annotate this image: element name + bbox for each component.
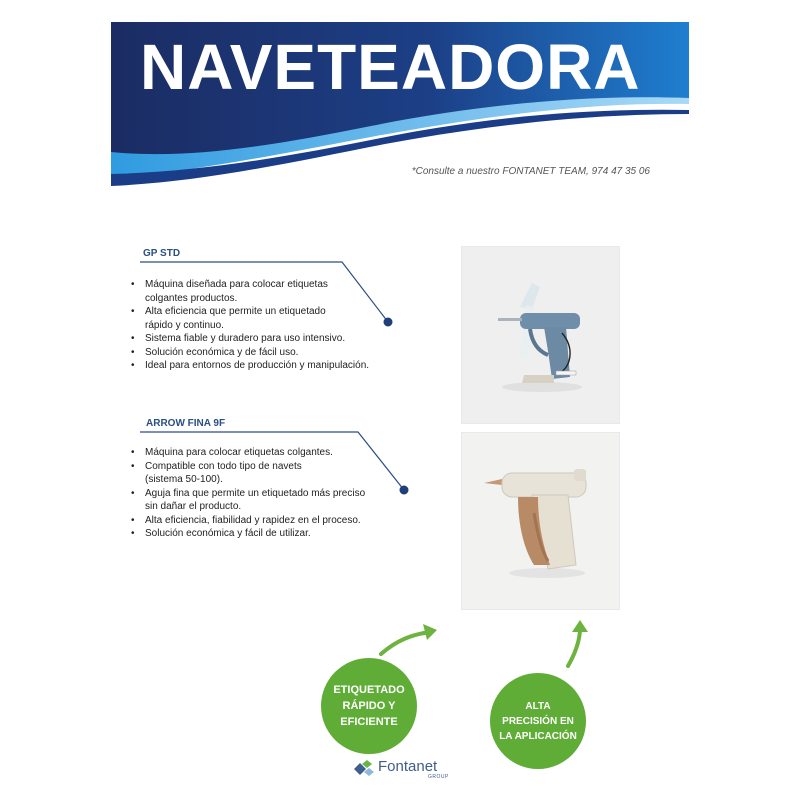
- feature-badge-high-precision: ALTA PRECISIÓN EN LA APLICACIÓN: [490, 673, 586, 769]
- fontanet-logo-icon: [354, 760, 376, 778]
- product-heading-gp-std: GP STD: [143, 248, 181, 259]
- list-item: • Solución económica y fácil de utilizar.: [131, 527, 411, 541]
- company-logo: [354, 758, 454, 782]
- logo-subtitle: GROUP: [428, 774, 449, 780]
- page-title: NAVETEADORA: [140, 31, 641, 103]
- arrow-icon: [560, 618, 590, 670]
- product-heading-arrow-fina-9f: ARROW FINA 9F: [146, 418, 226, 429]
- list-item: • Aguja fina que permite un etiquetado más preciso sin dañar el producto.: [131, 487, 411, 514]
- feature-badge-fast-labeling: ETIQUETADO RÁPIDO Y EFICIENTE: [321, 658, 417, 754]
- list-item: • Alta eficiencia, fiabilidad y rapidez en el proceso.: [131, 514, 411, 528]
- arrow-icon: [375, 622, 445, 658]
- feature-list: [131, 446, 411, 541]
- product-photo-arrow-fina-9f: [461, 432, 620, 610]
- logo-name: Fontanet: [378, 758, 438, 775]
- contact-note: *Consulte a nuestro FONTANET TEAM, 974 47 35 06: [411, 166, 650, 177]
- list-item: • Sistema fiable y duradero para uso intensivo.: [131, 332, 411, 346]
- list-item: • Compatible con todo tipo de navets (sistema 50-100).: [131, 460, 411, 487]
- feature-list: [131, 278, 411, 373]
- list-item: • Alta eficiencia que permite un etiquetado rápido y continuo.: [131, 305, 411, 332]
- list-item: • Máquina para colocar etiquetas colgantes.: [131, 446, 411, 460]
- list-item: • Ideal para entornos de producción y manipulación.: [131, 359, 411, 373]
- product-photo-gp-std: [461, 246, 620, 424]
- list-item: • Solución económica y de fácil uso.: [131, 346, 411, 360]
- list-item: • Máquina diseñada para colocar etiquetas colgantes productos.: [131, 278, 411, 305]
